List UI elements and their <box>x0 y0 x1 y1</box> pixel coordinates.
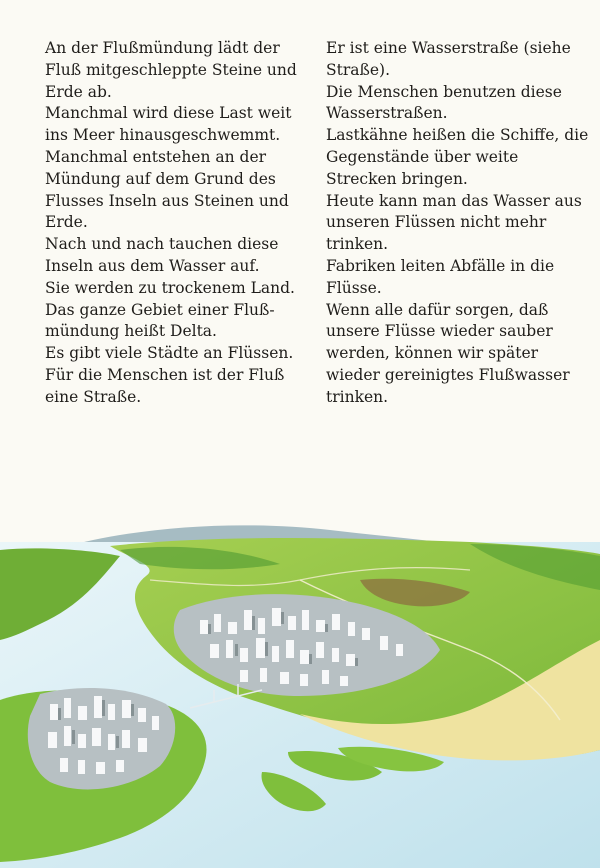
text-line: Gegenstände über weite <box>326 147 519 166</box>
text-line: Sie werden zu trockenem Land. <box>45 278 295 297</box>
text-line: Die Menschen benutzen diese <box>326 82 562 101</box>
text-line: Strecken bringen. <box>326 169 468 188</box>
text-line: wieder gereinigtes Flußwasser <box>326 365 570 384</box>
text-line: Wenn alle dafür sorgen, daß <box>326 300 549 319</box>
text-line: Manchmal entstehen an der <box>45 147 267 166</box>
right-text-column <box>326 38 588 409</box>
text-line: Manchmal wird diese Last weit <box>45 104 292 123</box>
text-line: Wasserstraßen. <box>326 104 448 123</box>
text-line: Es gibt viele Städte an Flüssen. <box>45 344 294 363</box>
text-line: Erde. <box>45 213 88 232</box>
text-line: Nach und nach tauchen diese <box>45 235 279 254</box>
text-line: Für die Menschen ist der Fluß <box>45 365 285 384</box>
text-line: Flüsse. <box>326 278 382 297</box>
text-line: Fluß mitgeschleppte Steine und <box>45 60 297 79</box>
text-line: ins Meer hinausgeschwemmt. <box>45 126 281 145</box>
text-line: Mündung auf dem Grund des <box>45 169 276 188</box>
text-line: werden, können wir später <box>326 344 539 363</box>
text-line: Heute kann man das Wasser aus <box>326 191 582 210</box>
river-delta-illustration <box>0 520 600 868</box>
text-line: unsere Flüsse wieder sauber <box>326 322 553 341</box>
text-line: Das ganze Gebiet einer Fluß- <box>45 300 275 319</box>
text-line: Er ist eine Wasserstraße (siehe <box>326 39 571 57</box>
text-line: Flusses Inseln aus Steinen und <box>45 191 289 210</box>
text-line: trinken. <box>326 235 389 254</box>
text-line: Straße). <box>326 60 390 79</box>
text-line: Lastkähne heißen die Schiffe, die <box>326 126 589 145</box>
text-line: unseren Flüssen nicht mehr <box>326 213 547 232</box>
left-text-column <box>45 38 313 409</box>
text-line: An der Flußmündung lädt der <box>45 39 280 57</box>
text-line: Erde ab. <box>45 82 112 101</box>
text-line: mündung heißt Delta. <box>45 322 217 341</box>
text-line: Fabriken leiten Abfälle in die <box>326 256 555 275</box>
text-line: trinken. <box>326 387 389 406</box>
text-line: eine Straße. <box>45 387 142 406</box>
text-line: Inseln aus dem Wasser auf. <box>45 256 260 275</box>
